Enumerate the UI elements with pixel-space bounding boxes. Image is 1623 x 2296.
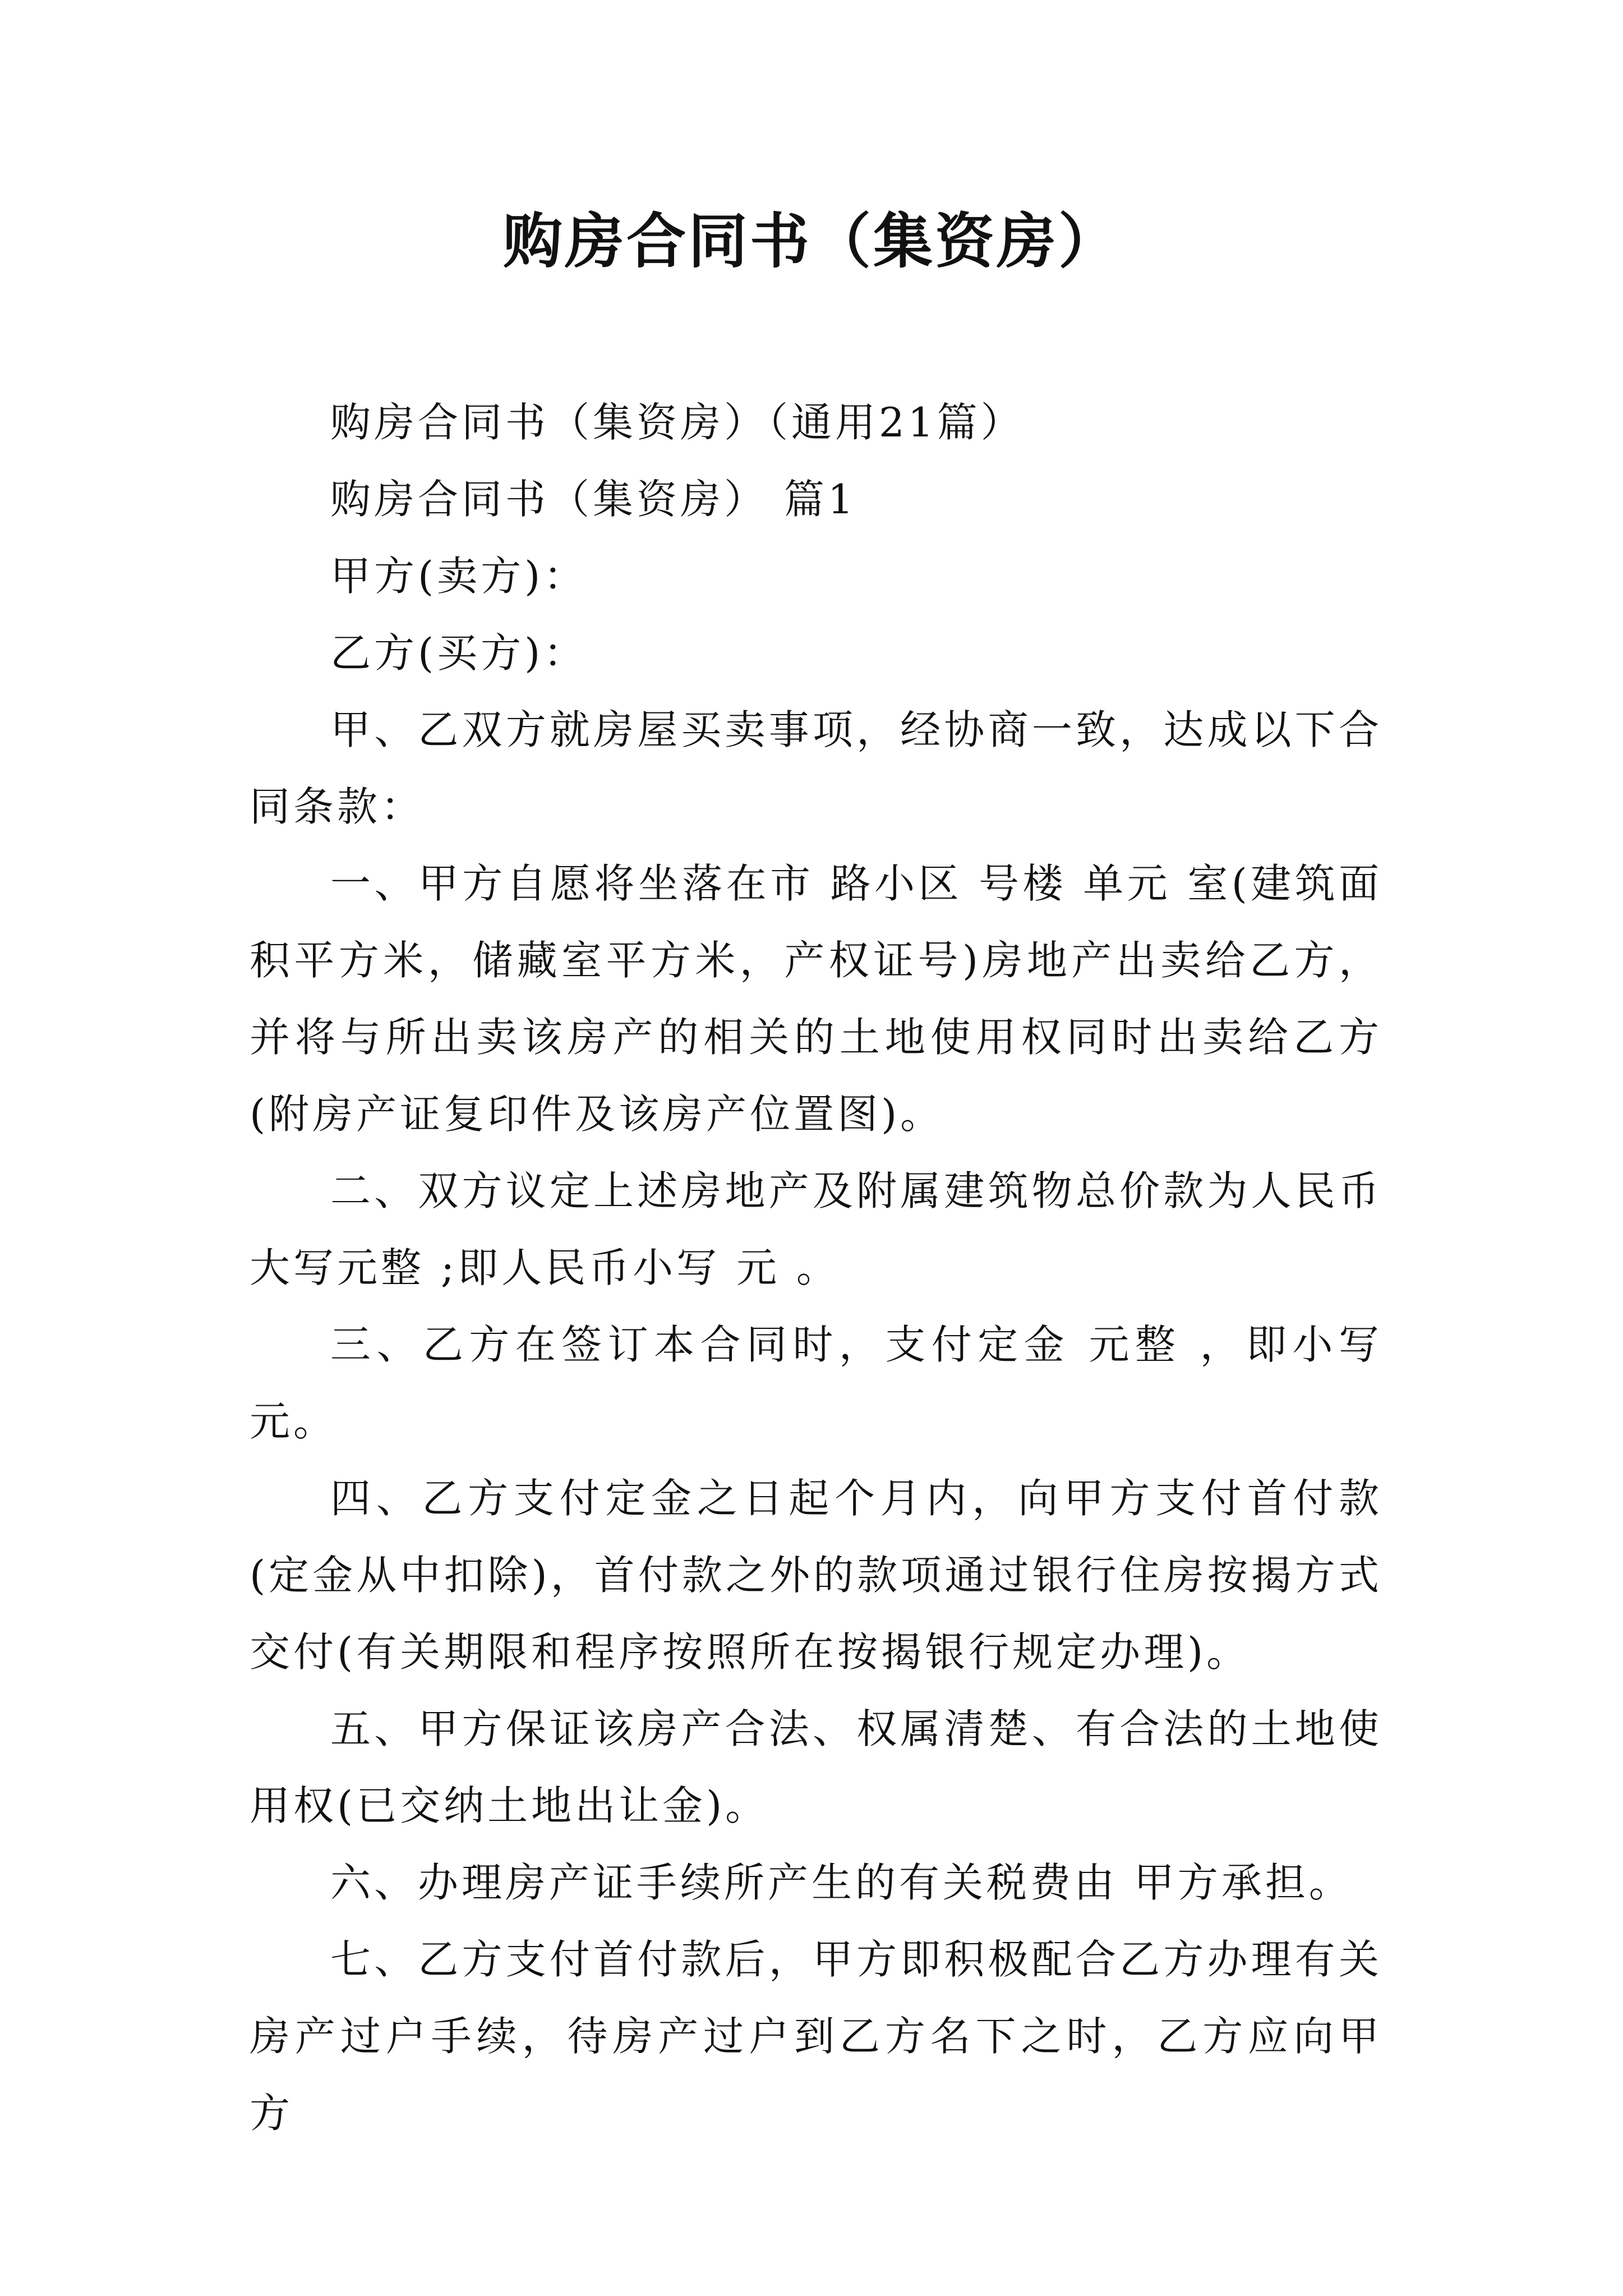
paragraph: 甲方(卖方)： [330,553,588,600]
paragraph: 购房合同书（集资房） 篇1 [330,476,857,523]
paragraph: 七、乙方支付首付款后，甲方即积极配合乙方办理有关房产过户手续，待房产过户到乙方名下之时，乙方应向甲方 [250,1936,1382,2137]
paragraph: 六、办理房产证手续所产生的有关税费由 甲方承担。 [330,1859,1353,1906]
document-title: 购房合同书（集资房） [503,206,1120,276]
paragraph: 甲、乙双方就房屋买卖事项，经协商一致，达成以下合同条款： [250,706,1382,830]
paragraph: 一、甲方自愿将坐落在市 路小区 号楼 单元 室(建筑面积平方米，储藏室平方米，产权证号)房地产出卖给乙方，并将与所出卖该房产的相关的土地使用权同时出卖给乙方(附房产证复印件及该房产位置图)。 [250,860,1382,1138]
paragraph: 购房合同书（集资房）（通用21篇） [330,399,1025,446]
paragraph: 乙方(买方)： [330,629,588,677]
document-body [250,384,1382,2152]
paragraph: 五、甲方保证该房产合法、权属清楚、有合法的土地使用权(已交纳土地出让金)。 [250,1705,1382,1829]
paragraph: 二、双方议定上述房地产及附属建筑物总价款为人民币大写元整 ;即人民币小写 元 。 [250,1167,1382,1291]
paragraph: 四、乙方支付定金之日起个月内，向甲方支付首付款(定金从中扣除)，首付款之外的款项通过银行住房按揭方式交付(有关期限和程序按照所在按揭银行规定办理)。 [250,1475,1382,1676]
paragraph: 三、乙方在签订本合同时，支付定金 元整 ，即小写元。 [250,1321,1382,1445]
